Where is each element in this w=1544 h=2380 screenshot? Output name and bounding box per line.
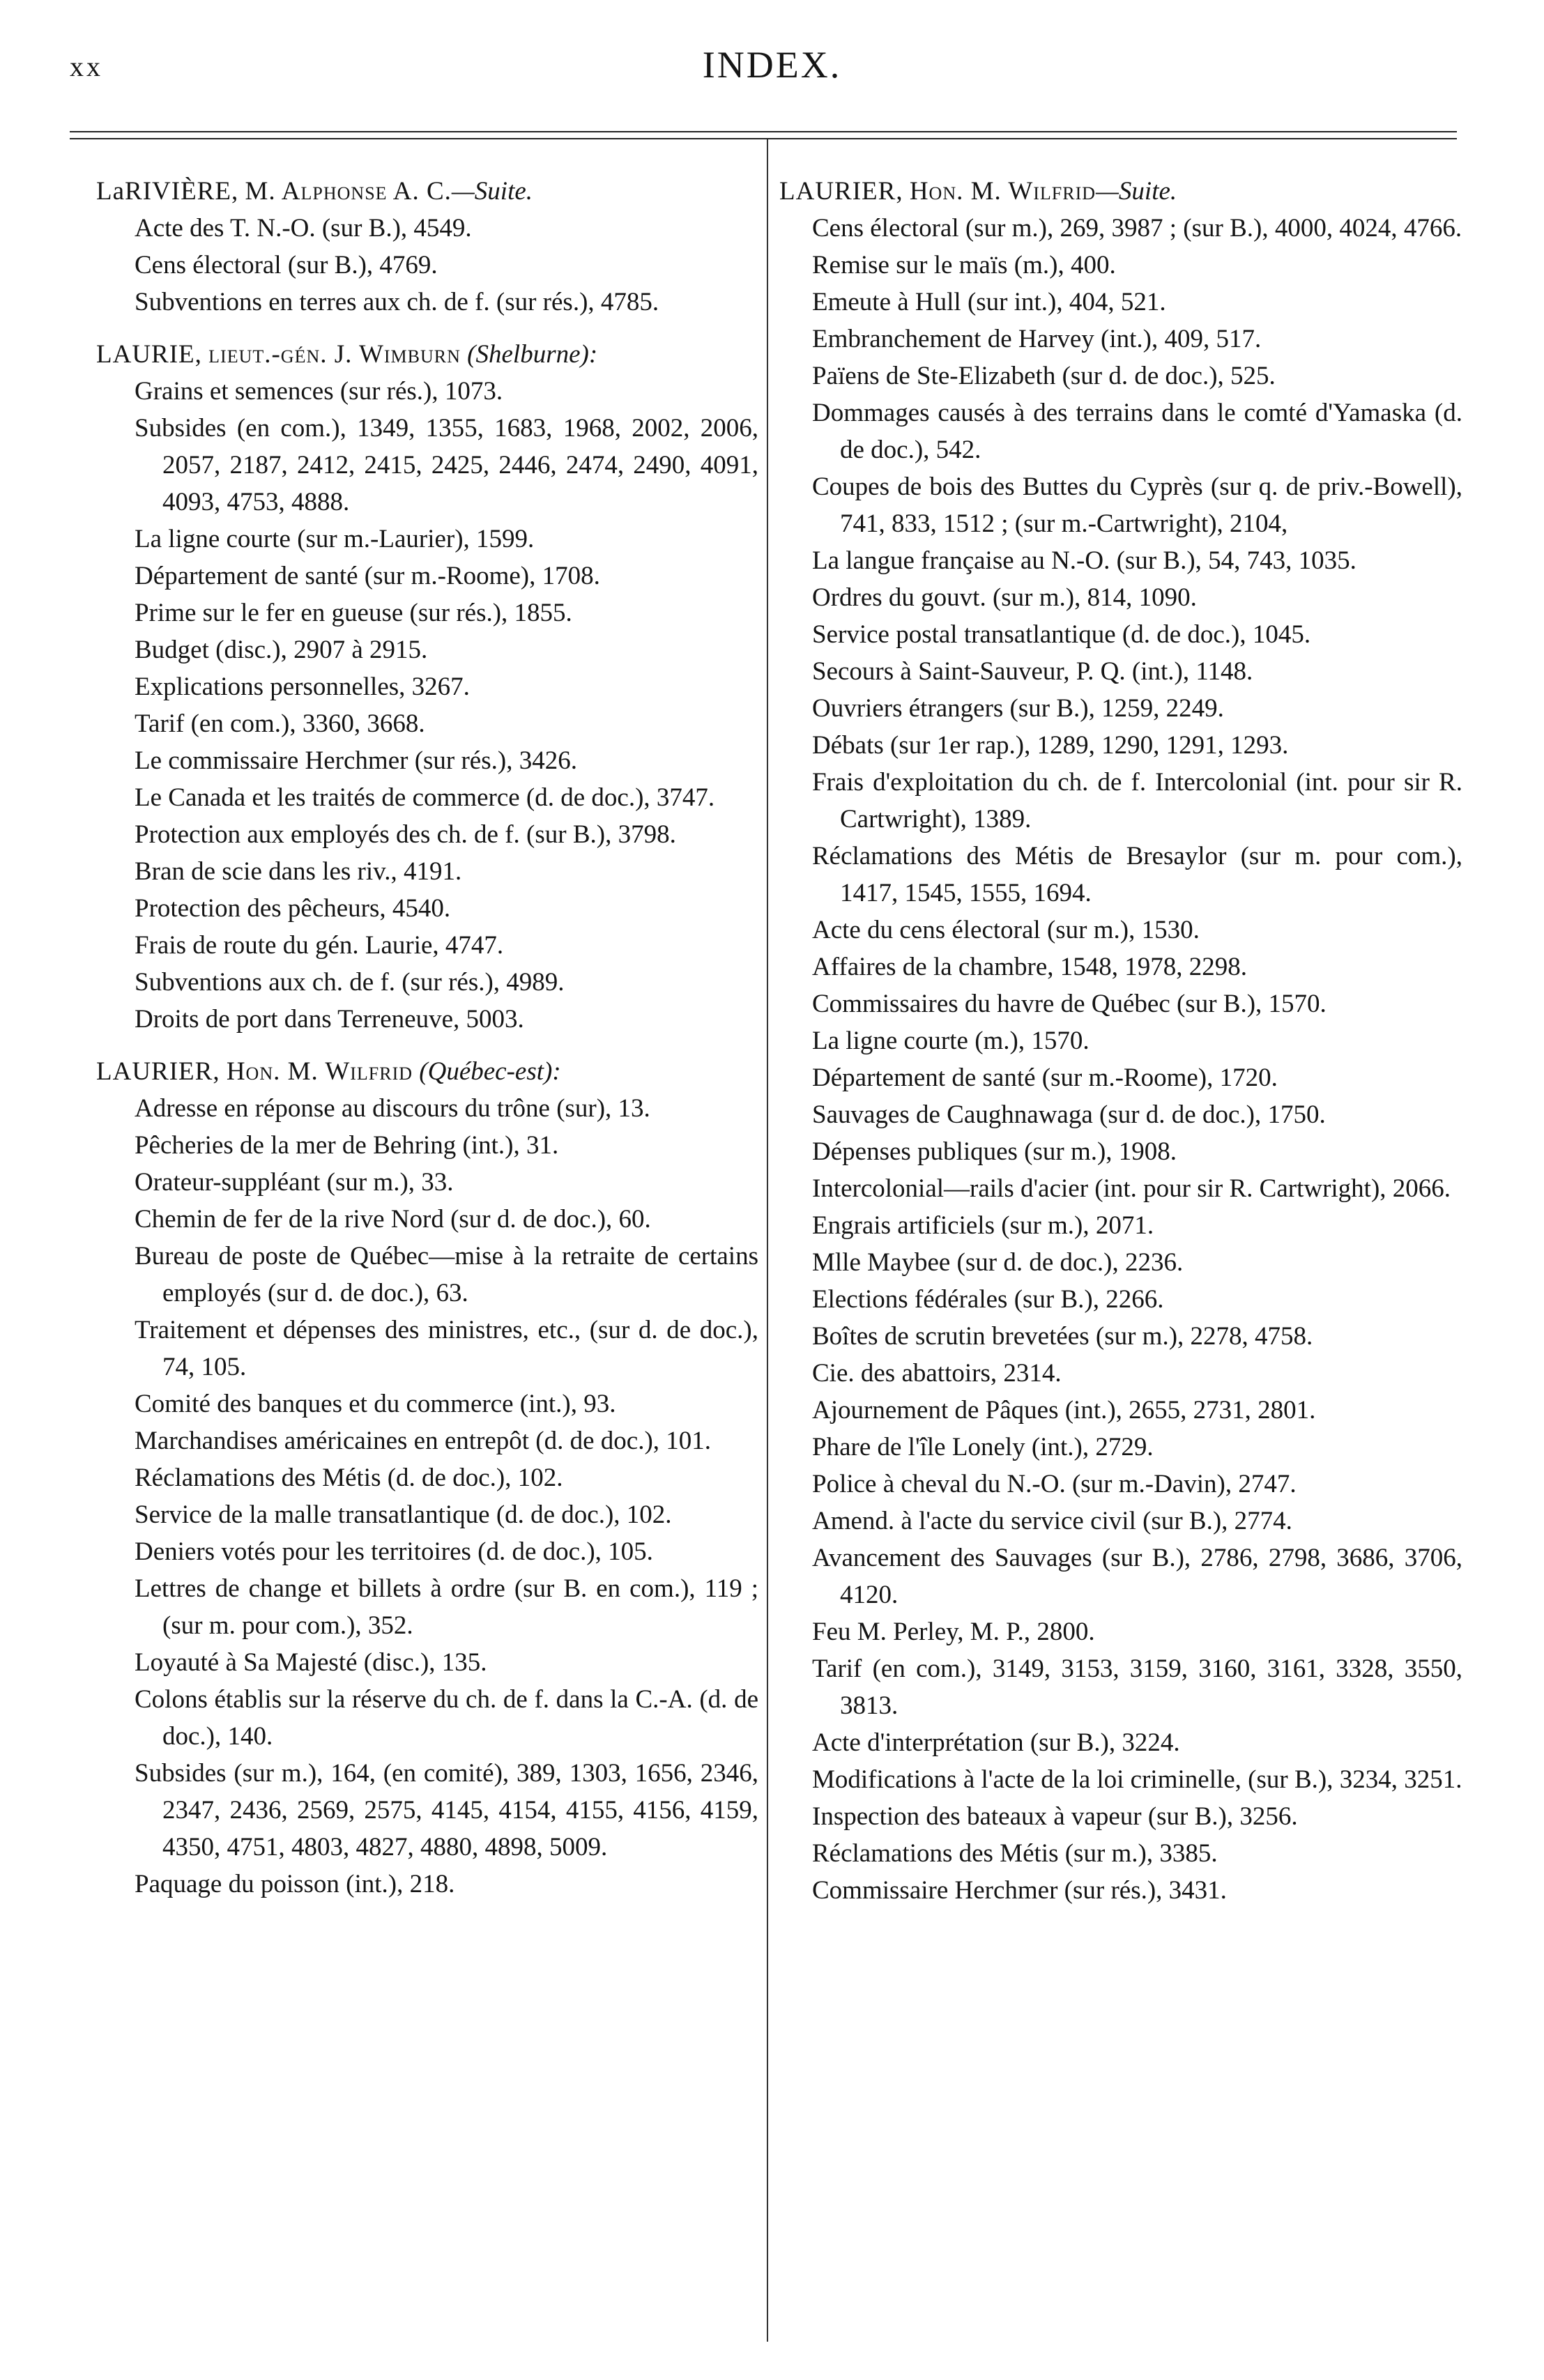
index-item: Chemin de fer de la rive Nord (sur d. de doc.), 60. (135, 1205, 651, 1234)
right-column (772, 173, 1462, 1924)
index-item: Phare de l'île Lonely (int.), 2729. (812, 1433, 1154, 1461)
entry-heading (779, 173, 1462, 210)
index-item: Subsides (en com.), 1349, 1355, 1683, 1968, 2002, 2006, 2057, 2187, 2412, 2415, 2425, 2446, 2474, 2490, 4091, 4093, 4753, 4888. (135, 414, 758, 516)
index-item: Modifications à l'acte de la loi criminelle, (sur B.), 3234, 3251. (812, 1765, 1462, 1794)
index-item: Païens de Ste-Elizabeth (sur d. de doc.), 525. (812, 362, 1276, 390)
index-item: Le Canada et les traités de commerce (d. de doc.), 3747. (135, 783, 715, 812)
header-rule-bottom (70, 138, 1457, 139)
index-item: Pêcheries de la mer de Behring (int.), 31. (135, 1131, 559, 1160)
index-item: Subventions aux ch. de f. (sur rés.), 4989. (135, 968, 565, 997)
entry-qualifier: (Québec-est): (419, 1057, 561, 1086)
index-item: Service de la malle transatlantique (d. de doc.), 102. (135, 1500, 672, 1529)
index-item: Lettres de change et billets à ordre (sur B. en com.), 119 ; (sur m. pour com.), 352. (135, 1574, 758, 1640)
index-item: La ligne courte (m.), 1570. (812, 1027, 1090, 1055)
index-item: Boîtes de scrutin brevetées (sur m.), 2278, 4758. (812, 1322, 1313, 1351)
index-item: Subsides (sur m.), 164, (en comité), 389, 1303, 1656, 2346, 2347, 2436, 2569, 2575, 4145, 4154, 4155, 4156, 4159, 4350, 4751, 4803, 4827, 4880, 4898, 5009. (135, 1759, 758, 1861)
index-item: Commissaire Herchmer (sur rés.), 3431. (812, 1876, 1227, 1905)
entry-qualifier: —Suite. (451, 177, 533, 206)
index-item: Le commissaire Herchmer (sur rés.), 3426. (135, 746, 577, 775)
index-item: Intercolonial—rails d'acier (int. pour sir R. Cartwright), 2066. (812, 1174, 1451, 1203)
index-item: Avancement des Sauvages (sur B.), 2786, 2798, 3686, 3706, 4120. (812, 1544, 1462, 1609)
entry-given-name: M. Alphonse A. C. (245, 177, 452, 206)
index-item: Orateur-suppléant (sur m.), 33. (135, 1168, 454, 1197)
index-item: Bureau de poste de Québec—mise à la retraite de certains employés (sur d. de doc.), 63. (135, 1242, 758, 1307)
index-item: Frais d'exploitation du ch. de f. Intercolonial (int. pour sir R. Cartwright), 1389. (812, 768, 1462, 834)
index-item: Deniers votés pour les territoires (d. de doc.), 105. (135, 1537, 653, 1566)
index-item: Réclamations des Métis (sur m.), 3385. (812, 1839, 1218, 1868)
entry-given-name: lieut.-gén. J. Wimburn (208, 340, 461, 369)
index-item: Droits de port dans Terreneuve, 5003. (135, 1005, 524, 1034)
index-item: Dommages causés à des terrains dans le comté d'Yamaska (d. de doc.), 542. (812, 399, 1462, 464)
index-item: Cens électoral (sur B.), 4769. (135, 251, 438, 279)
entry-name: LaRIVIÈRE, (96, 177, 239, 206)
index-item: Amend. à l'acte du service civil (sur B.), 2774. (812, 1507, 1292, 1535)
index-item: Service postal transatlantique (d. de doc.), 1045. (812, 620, 1311, 649)
index-item: Bran de scie dans les riv., 4191. (135, 857, 462, 886)
entry-name: LAURIER, (96, 1057, 220, 1086)
index-item: Police à cheval du N.-O. (sur m.-Davin), 2747. (812, 1470, 1297, 1498)
index-item: Traitement et dépenses des ministres, etc., (sur d. de doc.), 74, 105. (135, 1316, 758, 1381)
index-item: Protection des pêcheurs, 4540. (135, 894, 451, 923)
entry-given-name: Hon. M. Wilfrid (909, 177, 1096, 206)
index-entry (89, 1053, 758, 1903)
index-item: Acte d'interprétation (sur B.), 3224. (812, 1728, 1180, 1757)
index-item: Cie. des abattoirs, 2314. (812, 1359, 1062, 1388)
index-item: La ligne courte (sur m.-Laurier), 1599. (135, 525, 535, 553)
page-header (0, 40, 1544, 103)
index-item: Colons établis sur la réserve du ch. de f. dans la C.-A. (d. de doc.), 140. (135, 1685, 758, 1751)
entry-qualifier: —Suite. (1096, 177, 1177, 206)
index-item: Réclamations des Métis (d. de doc.), 102. (135, 1464, 563, 1492)
column-divider (767, 139, 768, 2342)
index-item: Explications personnelles, 3267. (135, 673, 470, 701)
index-item: Tarif (en com.), 3360, 3668. (135, 709, 425, 738)
index-item: Secours à Saint-Sauveur, P. Q. (int.), 1148. (812, 657, 1253, 686)
index-item: Remise sur le maïs (m.), 400. (812, 251, 1116, 279)
index-item: Adresse en réponse au discours du trône (sur), 13. (135, 1094, 650, 1123)
index-item: Feu M. Perley, M. P., 2800. (812, 1618, 1095, 1646)
index-item: Ajournement de Pâques (int.), 2655, 2731, 2801. (812, 1396, 1316, 1425)
left-column (89, 173, 758, 1918)
page-number: xx (70, 51, 103, 82)
index-item: Mlle Maybee (sur d. de doc.), 2236. (812, 1248, 1184, 1277)
index-item: Acte des T. N.-O. (sur B.), 4549. (135, 214, 472, 243)
index-entry (89, 173, 758, 321)
index-item: Emeute à Hull (sur int.), 404, 521. (812, 288, 1166, 316)
index-item: Marchandises américaines en entrepôt (d. de doc.), 101. (135, 1427, 712, 1455)
entry-qualifier: (Shelburne): (467, 340, 598, 369)
index-item: Acte du cens électoral (sur m.), 1530. (812, 916, 1200, 944)
entry-given-name: Hon. M. Wilfrid (226, 1057, 413, 1086)
entry-heading (96, 173, 758, 210)
entry-name: LAURIER, (779, 177, 903, 206)
index-item: Affaires de la chambre, 1548, 1978, 2298. (812, 953, 1248, 981)
index-item: Paquage du poisson (int.), 218. (135, 1870, 455, 1898)
entry-name: LAURIE, (96, 340, 202, 369)
index-item: Tarif (en com.), 3149, 3153, 3159, 3160, 3161, 3328, 3550, 3813. (812, 1655, 1462, 1720)
index-item: La langue française au N.-O. (sur B.), 54, 743, 1035. (812, 546, 1356, 575)
index-item: Dépenses publiques (sur m.), 1908. (812, 1137, 1177, 1166)
index-item: Loyauté à Sa Majesté (disc.), 135. (135, 1648, 487, 1677)
entry-heading (96, 336, 758, 373)
index-item: Elections fédérales (sur B.), 2266. (812, 1285, 1164, 1314)
index-item: Sauvages de Caughnawaga (sur d. de doc.), 1750. (812, 1100, 1326, 1129)
index-item: Budget (disc.), 2907 à 2915. (135, 636, 428, 664)
index-item: Ordres du gouvt. (sur m.), 814, 1090. (812, 583, 1197, 612)
index-item: Débats (sur 1er rap.), 1289, 1290, 1291, 1293. (812, 731, 1289, 760)
index-item: Grains et semences (sur rés.), 1073. (135, 377, 503, 406)
index-entry (772, 173, 1462, 1909)
entry-heading (96, 1053, 758, 1090)
index-item: Cens électoral (sur m.), 269, 3987 ; (sur B.), 4000, 4024, 4766. (812, 214, 1462, 243)
header-rule-top (70, 131, 1457, 132)
index-item: Ouvriers étrangers (sur B.), 1259, 2249. (812, 694, 1224, 723)
index-item: Commissaires du havre de Québec (sur B.), 1570. (812, 990, 1327, 1018)
index-item: Inspection des bateaux à vapeur (sur B.), 3256. (812, 1802, 1298, 1831)
index-item: Comité des banques et du commerce (int.), 93. (135, 1390, 616, 1418)
index-item: Département de santé (sur m.-Roome), 1708. (135, 562, 600, 590)
index-item: Coupes de bois des Buttes du Cyprès (sur q. de priv.-Bowell), 741, 833, 1512 ; (sur m.-Cartwright), 2104, (812, 473, 1462, 538)
page-title: INDEX. (702, 44, 842, 86)
index-item: Subventions en terres aux ch. de f. (sur rés.), 4785. (135, 288, 659, 316)
index-item: Protection aux employés des ch. de f. (sur B.), 3798. (135, 820, 676, 849)
index-item: Département de santé (sur m.-Roome), 1720. (812, 1064, 1278, 1092)
index-entry (89, 336, 758, 1038)
index-item: Engrais artificiels (sur m.), 2071. (812, 1211, 1154, 1240)
index-item: Embranchement de Harvey (int.), 409, 517. (812, 325, 1262, 353)
index-item: Prime sur le fer en gueuse (sur rés.), 1855. (135, 599, 572, 627)
index-item: Réclamations des Métis de Bresaylor (sur m. pour com.), 1417, 1545, 1555, 1694. (812, 842, 1462, 907)
index-item: Frais de route du gén. Laurie, 4747. (135, 931, 504, 960)
